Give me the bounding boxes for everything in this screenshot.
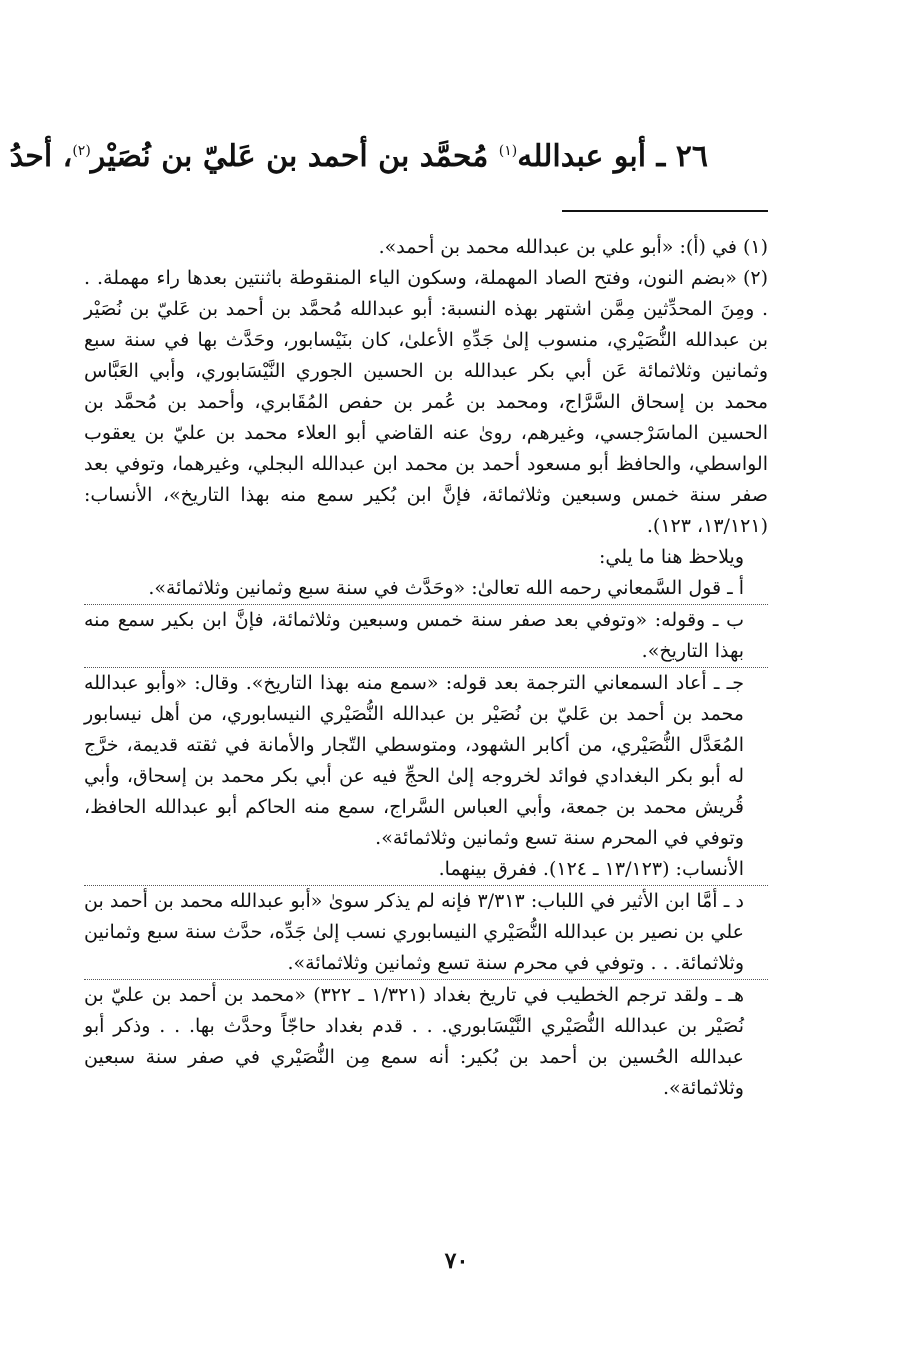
entry-number: ٢٦ ـ (656, 139, 708, 174)
footnotes (84, 232, 768, 1104)
footnote-ref-1[interactable]: (١) (498, 143, 518, 159)
note-intro: ويلاحظ هنا ما يلي: (598, 546, 744, 568)
note-item-c-reference: الأنساب: (١٣/١٢٣ ـ ١٢٤). ففرق بينهما. (438, 858, 744, 880)
note-item-b: ب ـ وقوله: «وتوفي بعد صفر سنة خمس وسبعين وثلاثمائة، فإنَّ ابن بكير سمع منه بهذا التاريخ». (84, 604, 768, 667)
note-item-d: د ـ أمَّا ابن الأثير في اللباب: ٣/٣١٣ فإنه لم يذكر سوىٰ «أبو عبدالله محمد بن أحمد بن علي بن نصير بن عبدالله النُّصَيْري النيسابوري نسب إلىٰ جَدِّه، حدَّث سنة سبع وثمانين وثلاثمائة. . . وتوفي في محرم سنة تسع وثمانين وثلاثمائة». (84, 885, 768, 979)
footnote-1-label: (١) (742, 236, 768, 258)
footnote-separator (562, 210, 768, 212)
note-item-e: هـ ـ ولقد ترجم الخطيب في تاريخ بغداد (١/٣٢١ ـ ٣٢٢) «محمد بن أحمد بن عليّ بن نُصَيْر بن عبدالله النُّصَيْري النَّيْسَابوري. . . قدم بغداد حاجّاً وحدَّث بها. . . وذكر أبو عبدالله الحُسين بن أحمد بن بُكير: أنه سمع مِن النُّصَيْري في صفر سنة سبعين وثلاثمائة». (84, 979, 768, 1104)
footnote-2-paragraph-1: «بضم النون، وفتح الصاد المهملة، وسكون الياء المنقوطة باثنتين بعدها راء مهملة. . . ومِنَ المحدِّثين مِمَّن اشتهر بهذه النسبة: أبو عبدالله مُحمَّد بن أحمد بن عَليّ بن نُصَيْر بن عبدالله النُّصَيْري، منسوب إلىٰ جَدِّهِ الأعلىٰ، كان بنَيْسابور، وحَدَّث بها في سنة سبع وثمانين وثلاثمائة عَن أبي بكر عبدالله بن الحسين الجوري النَّيْسَابوري، وأبي العَبَّاس محمد بن إسحاق السَّرَّاج، ومحمد بن عُمر بن حفص المُقَابري، وأحمد بن مُحمَّد بن الحسين الماسَرْجسي، وغيرهم، روىٰ عنه القاضي أبو العلاء محمد بن عليّ بن يعقوب الواسطي، والحافظ أبو مسعود أحمد بن محمد ابن عبدالله البجلي، وغيرهما، وتوفي بعد صفر سنة خمس وسبعين وثلاثمائة، فإنَّ ابن بُكير سمع منه بهذا التاريخ»، الأنساب: (١٣/١٢١، ١٢٣). (84, 267, 768, 537)
entry-heading-text-a: أبو عبدالله (517, 139, 647, 174)
note-item-a: أ ـ قول السَّمعاني رحمه الله تعالىٰ: «وحَدَّث في سنة سبع وثمانين وثلاثمائة». (148, 577, 744, 599)
footnote-2 (84, 263, 768, 542)
entry-heading-text-b: مُحمَّد بن أحمد بن عَليّ بن نُصَيْر (90, 139, 489, 174)
footnote-1 (84, 232, 768, 263)
footnote-2-label: (٢) (742, 267, 768, 289)
entry-heading-text-c: ، أحدُ (9, 139, 73, 174)
entry-heading (9, 128, 708, 180)
footnote-ref-2[interactable]: (٢) (72, 143, 91, 159)
note-item-c: جـ ـ أعاد السمعاني الترجمة بعد قوله: «سمع منه بهذا التاريخ». وقال: «وأبو عبدالله محمد بن أحمد بن عَليّ بن نُصَيْر بن عبدالله النُّصَيْري النيسابوري، من أهل نيسابور المُعَدَّل النُّصَيْري، من أكابر الشهود، ومتوسطي التّجار والأمانة في ثقته قديمة، خرَّج له أبو بكر البغدادي فوائد لخروجه إلىٰ الحجِّ فيه عن أبي بكر محمد بن إسحاق، وأبي قُريش محمد بن جمعة، وأبي العباس السَّراج، سمع منه الحاكم أبو عبدالله الحافظ، وتوفي في المحرم سنة تسع وثمانين وثلاثمائة». (84, 667, 768, 854)
footnote-1-text: في (أ): «أبو علي بن عبدالله محمد بن أحمد». (378, 236, 737, 258)
page-number: ٧٠ (444, 1248, 469, 1274)
